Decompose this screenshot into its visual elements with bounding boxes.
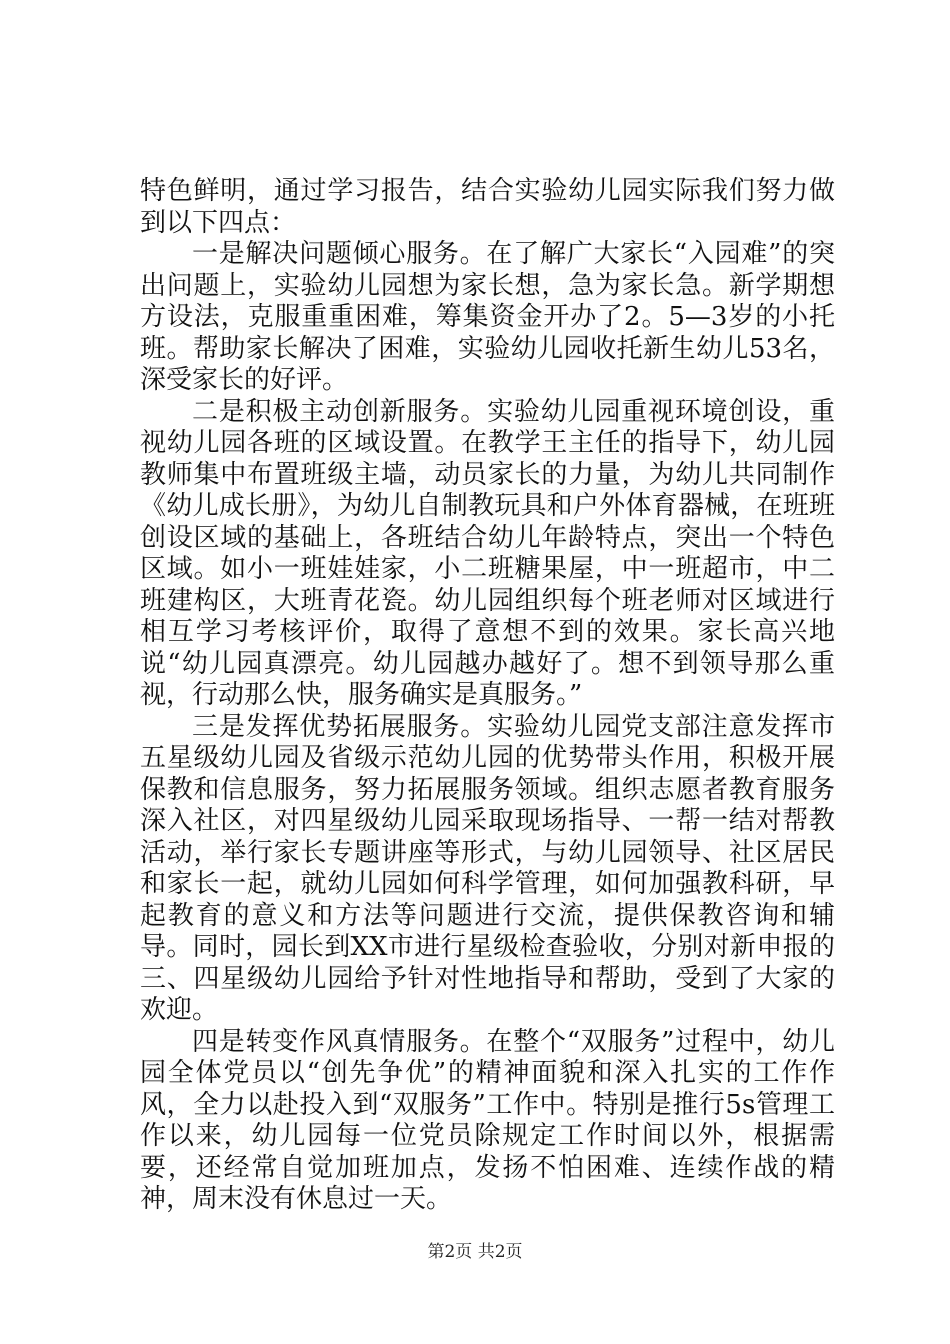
paragraph-point-four: 四是转变作风真情服务。在整个“双服务”过程中，幼儿园全体党员以“创先争优”的精神面貌和深入扎实的工作作风，全力以赴投入到“双服务”工作中。特别是推行5s管理工作以来，幼儿园每一位党员除规定工作时间以外，根据需要，还经常自觉加班加点，发扬不怕困难、连续作战的精神，周末没有休息过一天。 [140, 1026, 835, 1214]
paragraph-point-three: 三是发挥优势拓展服务。实验幼儿园党支部注意发挥市五星级幼儿园及省级示范幼儿园的优势带头作用，积极开展保教和信息服务，努力拓展服务领域。组织志愿者教育服务深入社区，对四星级幼儿园采取现场指导、一帮一结对帮教活动，举行家长专题讲座等形式，与幼儿园领导、社区居民和家长一起，就幼儿园如何科学管理，如何加强教科研，早起教育的意义和方法等问题进行交流，提供保教咨询和辅导。同时，园长到XX市进行星级检查验收，分别对新申报的三、四星级幼儿园给予针对性地指导和帮助，受到了大家的欢迎。 [140, 711, 835, 1025]
document-body [140, 176, 835, 1216]
paragraph-point-two: 二是积极主动创新服务。实验幼儿园重视环境创设，重视幼儿园各班的区域设置。在教学王主任的指导下，幼儿园教师集中布置班级主墙，动员家长的力量，为幼儿共同制作《幼儿成长册》，为幼儿自制教玩具和户外体育器械，在班班创设区域的基础上，各班结合幼儿年龄特点，突出一个特色区域。如小一班娃娃家，小二班糖果屋，中一班超市，中二班建构区，大班青花瓷。幼儿园组织每个班老师对区域进行相互学习考核评价，取得了意想不到的效果。家长高兴地说“幼儿园真漂亮。幼儿园越办越好了。想不到领导那么重视，行动那么快，服务确实是真服务。” [140, 396, 835, 710]
paragraph-intro-continuation: 特色鲜明，通过学习报告，结合实验幼儿园实际我们努力做到以下四点： [140, 176, 835, 238]
page-number-footer: 第2页 共2页 [427, 1242, 523, 1262]
paragraph-point-one: 一是解决问题倾心服务。在了解广大家长“入园难”的突出问题上，实验幼儿园想为家长想，急为家长急。新学期想方设法，克服重重困难，筹集资金开办了2。5—3岁的小托班。帮助家长解决了困难，实验幼儿园收托新生幼儿53名，深受家长的好评。 [140, 239, 835, 395]
